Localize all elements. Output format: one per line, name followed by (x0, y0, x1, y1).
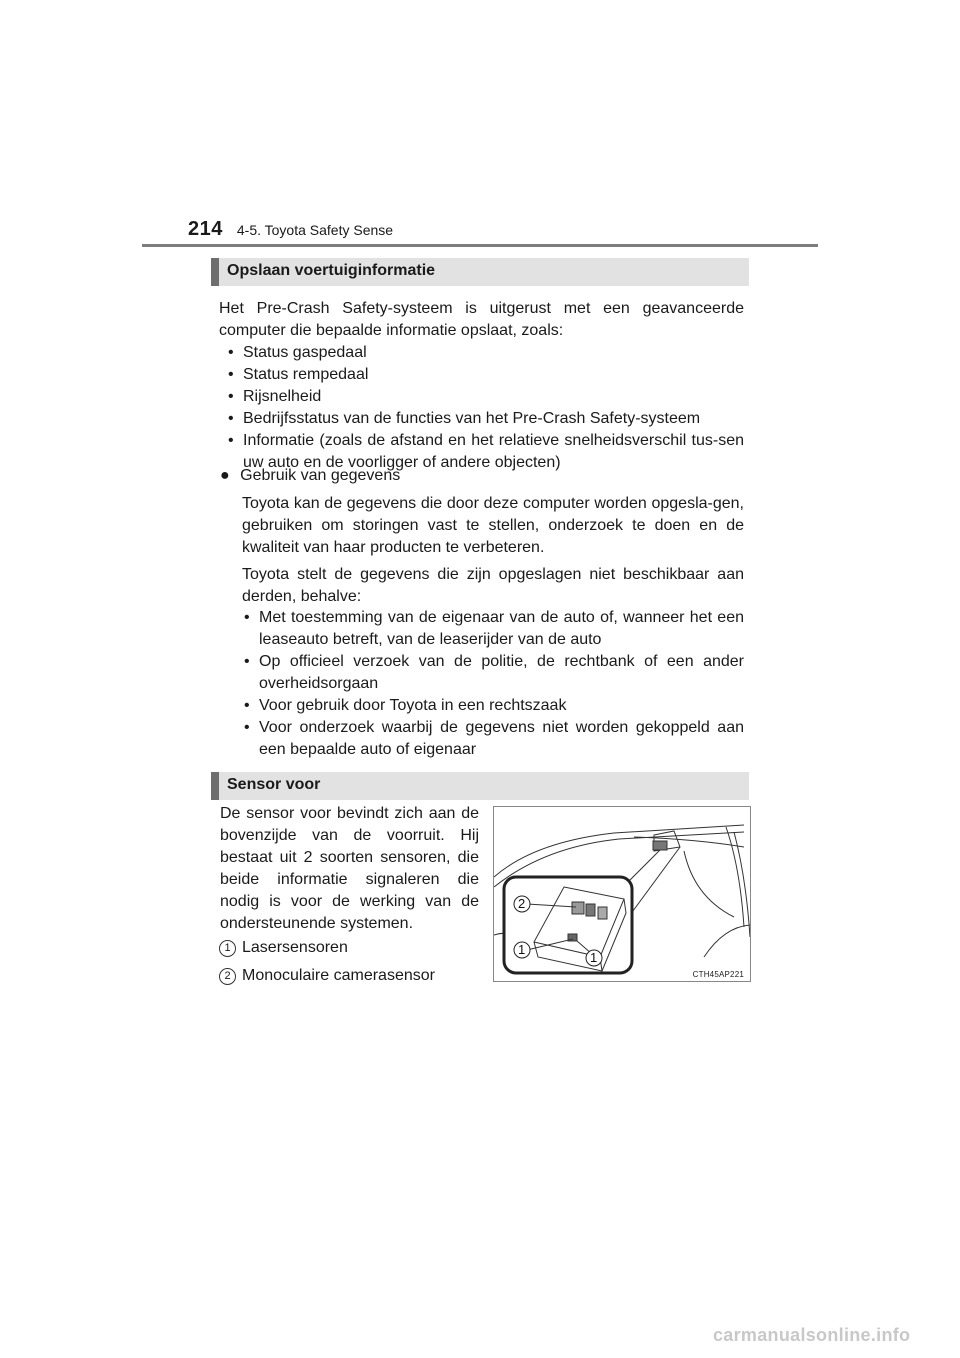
callout-number-1: 1 (219, 940, 236, 957)
list-item (228, 364, 744, 386)
windshield-sensor-drawing (494, 807, 750, 981)
section-accent (211, 258, 219, 286)
list-item-text: Status rempedaal (243, 366, 369, 383)
list-item (244, 695, 744, 717)
bullet-icon: • (228, 344, 234, 361)
section-title: Opslaan voertuiginformatie (227, 262, 436, 279)
sensor-paragraph: De sensor voor bevindt zich aan de bovenzijde van de voorruit. Hij bestaat uit 2 soorten sensoren, die beide informatie signaleren die nodig is voor de werking van de ondersteunende systemen. (220, 805, 479, 932)
bullet-icon: • (244, 609, 250, 626)
bullet-icon: • (244, 653, 250, 670)
bullet-icon: • (228, 410, 234, 427)
callout-number-2: 2 (219, 968, 236, 985)
list-item-text: Voor gebruik door Toyota in een rechtszaak (259, 697, 567, 714)
subheading-data-use (220, 465, 740, 487)
section-heading-front-sensor (211, 772, 749, 800)
section-accent (211, 772, 219, 800)
list-item (228, 342, 744, 364)
figure-code: CTH45AP221 (692, 970, 744, 979)
list-item (228, 386, 744, 408)
data-use-paragraph: Toyota kan de gegevens die door deze computer worden opgesla-gen, gebruiken om storingen vast te stellen, onderzoek te doen en de kwaliteit van haar producten te verbeteren. (242, 495, 744, 556)
list-item-text: Voor onderzoek waarbij de gegevens niet worden gekoppeld aan een bepaalde auto of eigenaar (259, 719, 744, 758)
subheading-text: Gebruik van gegevens (240, 467, 401, 484)
list-item (244, 717, 744, 761)
list-item (244, 607, 744, 651)
section-heading-vehicle-data (211, 258, 749, 286)
filled-circle-icon: ● (220, 467, 230, 484)
figure-callout-1b: 1 (590, 950, 598, 965)
figure-callout-1: 1 (518, 942, 526, 957)
list-item (244, 651, 744, 695)
list-item-text: Rijsnelheid (243, 388, 322, 405)
section-breadcrumb: 4-5. Toyota Safety Sense (236, 222, 394, 238)
header-divider (142, 244, 818, 247)
watermark: carmanualsonline.info (713, 1325, 911, 1345)
list-item-text: Met toestemming van de eigenaar van de auto of, wanneer het een leaseauto betreft, van de leaserijder van de auto (259, 609, 744, 648)
bullet-icon: • (244, 719, 250, 736)
legend-label-camera: Monoculaire camerasensor (242, 967, 435, 984)
list-item-text: Status gaspedaal (243, 344, 367, 361)
bullet-icon: • (228, 366, 234, 383)
bullet-icon: • (228, 432, 234, 449)
bullet-icon: • (228, 388, 234, 405)
list-item (228, 408, 744, 430)
list-item-text: Bedrijfsstatus van de functies van het Pre-Crash Safety-systeem (243, 410, 701, 427)
list-item-text: Op officieel verzoek van de politie, de rechtbank of een ander overheidsorgaan (259, 653, 744, 692)
figure-callout-2: 2 (518, 896, 526, 911)
sensor-illustration (493, 806, 751, 982)
list-item-text: Informatie (zoals de afstand en het relatieve snelheidsverschil tus-sen uw auto en de voorligger of andere objecten) (243, 432, 744, 471)
intro-paragraph: Het Pre-Crash Safety-systeem is uitgerust met een geavanceerde computer die bepaalde informatie opslaat, zoals: (219, 300, 744, 339)
page-number: 214 (188, 218, 223, 240)
page-header (188, 218, 393, 241)
section-title: Sensor voor (227, 776, 321, 793)
legend-label-laser: Lasersensoren (242, 939, 348, 956)
bullet-icon: • (244, 697, 250, 714)
third-party-paragraph: Toyota stelt de gegevens die zijn opgeslagen niet beschikbaar aan derden, behalve: (242, 566, 744, 605)
